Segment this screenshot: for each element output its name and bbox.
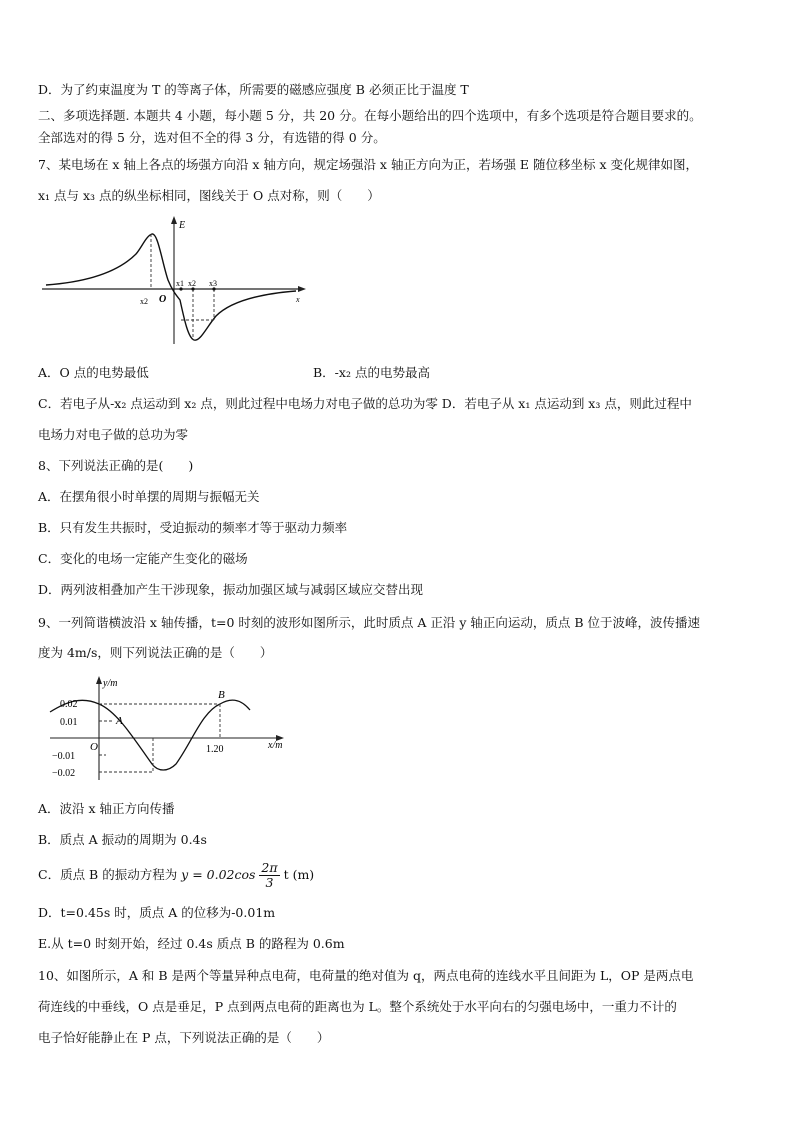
q9-option-a: A．波沿 x 轴正方向传播 [38,801,175,816]
q9-stem-line2: 度为 4m/s，则下列说法正确的是（ ） [38,645,273,660]
q7-option-b: B．-x₂ 点的电势最高 [313,365,430,380]
fig2-tick-001: 0.01 [60,717,78,728]
fig1-label-x2: x2 [188,279,196,288]
q7-option-d: 电场力对电子做的总功为零 [38,427,189,442]
fig2-tick-m002: −0.02 [52,768,76,779]
fig2-label-a: A [116,715,123,727]
q9-option-c [38,858,314,892]
fig2-y-label: y/m [103,678,118,689]
q9-wave-graph [46,672,296,784]
q7-option-a: A．O 点的电势最低 [38,365,149,380]
q7-stem-line2: x₁ 点与 x₃ 点的纵坐标相同，图线关于 O 点对称，则（ ） [38,188,380,203]
fig2-y-arrow [96,676,102,684]
q9-option-c-eq: y = 0.02cos [181,867,256,882]
fig1-x-label: x [296,295,300,304]
fig2-label-b: B [218,689,225,701]
q9-option-c-prefix: C．质点 B 的振动方程为 [38,867,182,882]
fig2-tick-m001: −0.01 [52,751,76,762]
q9-option-c-numerator: 2π [261,860,278,875]
section2-instructions-line1: 二、多项选择题. 本题共 4 小题，每小题 5 分，共 20 分。在每小题给出的四个选项中，有多个选项是符合题目要求的。 [38,108,702,123]
q9-option-e: E.从 t=0 时刻开始，经过 0.4s 质点 B 的路程为 0.6m [38,936,345,951]
q7-option-c: C．若电子从-x₂ 点运动到 x₂ 点，则此过程中电场力对电子做的总功为零 D．若电子从 x₁ 点运动到 x₃ 点，则此过程中 [38,396,692,411]
q8-option-c: C．变化的电场一定能产生变化的磁场 [38,551,248,566]
q10-stem-line1: 10、如图所示，A 和 B 是两个等量异种点电荷，电荷量的绝对值为 q，两点电荷的连线水平且间距为 L，OP 是两点电 [38,968,694,983]
fig1-label-x3: x3 [209,279,217,288]
fig1-label-o: O [159,294,167,305]
fig1-e-label: E [179,220,186,231]
fig1-label-neg-x2: x2 [140,297,148,306]
q10-stem-line2: 荷连线的中垂线，O 点是垂足，P 点到两点电荷的距离也为 L。整个系统处于水平向右的匀强电场中，一重力不计的 [38,999,677,1014]
fig2-tick-002: 0.02 [60,699,78,710]
fig2-label-o: O [90,741,98,753]
q7-field-graph [38,212,318,347]
q6-option-d: D．为了约束温度为 T 的等离子体，所需要的磁感应强度 B 必须正比于温度 T [38,82,469,97]
q8-option-a: A．在摆角很小时单摆的周期与振幅无关 [38,489,260,504]
q7-stem-line1: 7、某电场在 x 轴上各点的场强方向沿 x 轴方向，规定场强沿 x 轴正方向为正，若场强 E 随位移坐标 x 变化规律如图， [38,157,699,172]
fig1-x-arrow [298,286,306,292]
section2-instructions-line2: 全部选对的得 5 分，选对但不全的得 3 分，有选错的得 0 分。 [38,130,386,145]
q9-option-c-denominator: 3 [265,875,274,890]
q8-stem: 8、下列说法正确的是( ) [38,458,194,473]
fig1-curve [46,234,296,340]
fig2-x-label: x/m [268,740,283,751]
q9-option-b: B．质点 A 振动的周期为 0.4s [38,832,207,847]
q9-option-c-fraction [259,861,279,890]
q9-option-d: D．t=0.45s 时，质点 A 的位移为-0.01m [38,905,276,920]
q8-option-b: B．只有发生共振时，受迫振动的频率才等于驱动力频率 [38,520,348,535]
q9-stem-line1: 9、一列简谐横波沿 x 轴传播，t=0 时刻的波形如图所示，此时质点 A 正沿 y 轴正向运动，质点 B 位于波峰，波传播速 [38,615,700,630]
q10-stem-line3: 电子恰好能静止在 P 点，下列说法正确的是（ ） [38,1030,330,1045]
fig2-tick-120: 1.20 [206,744,224,755]
fig1-e-arrow [171,216,177,224]
q8-option-d: D．两列波相叠加产生干涉现象，振动加强区域与减弱区域应交替出现 [38,582,424,597]
q9-option-c-suffix: t (m) [283,867,315,882]
fig1-label-x1: x1 [176,279,184,288]
